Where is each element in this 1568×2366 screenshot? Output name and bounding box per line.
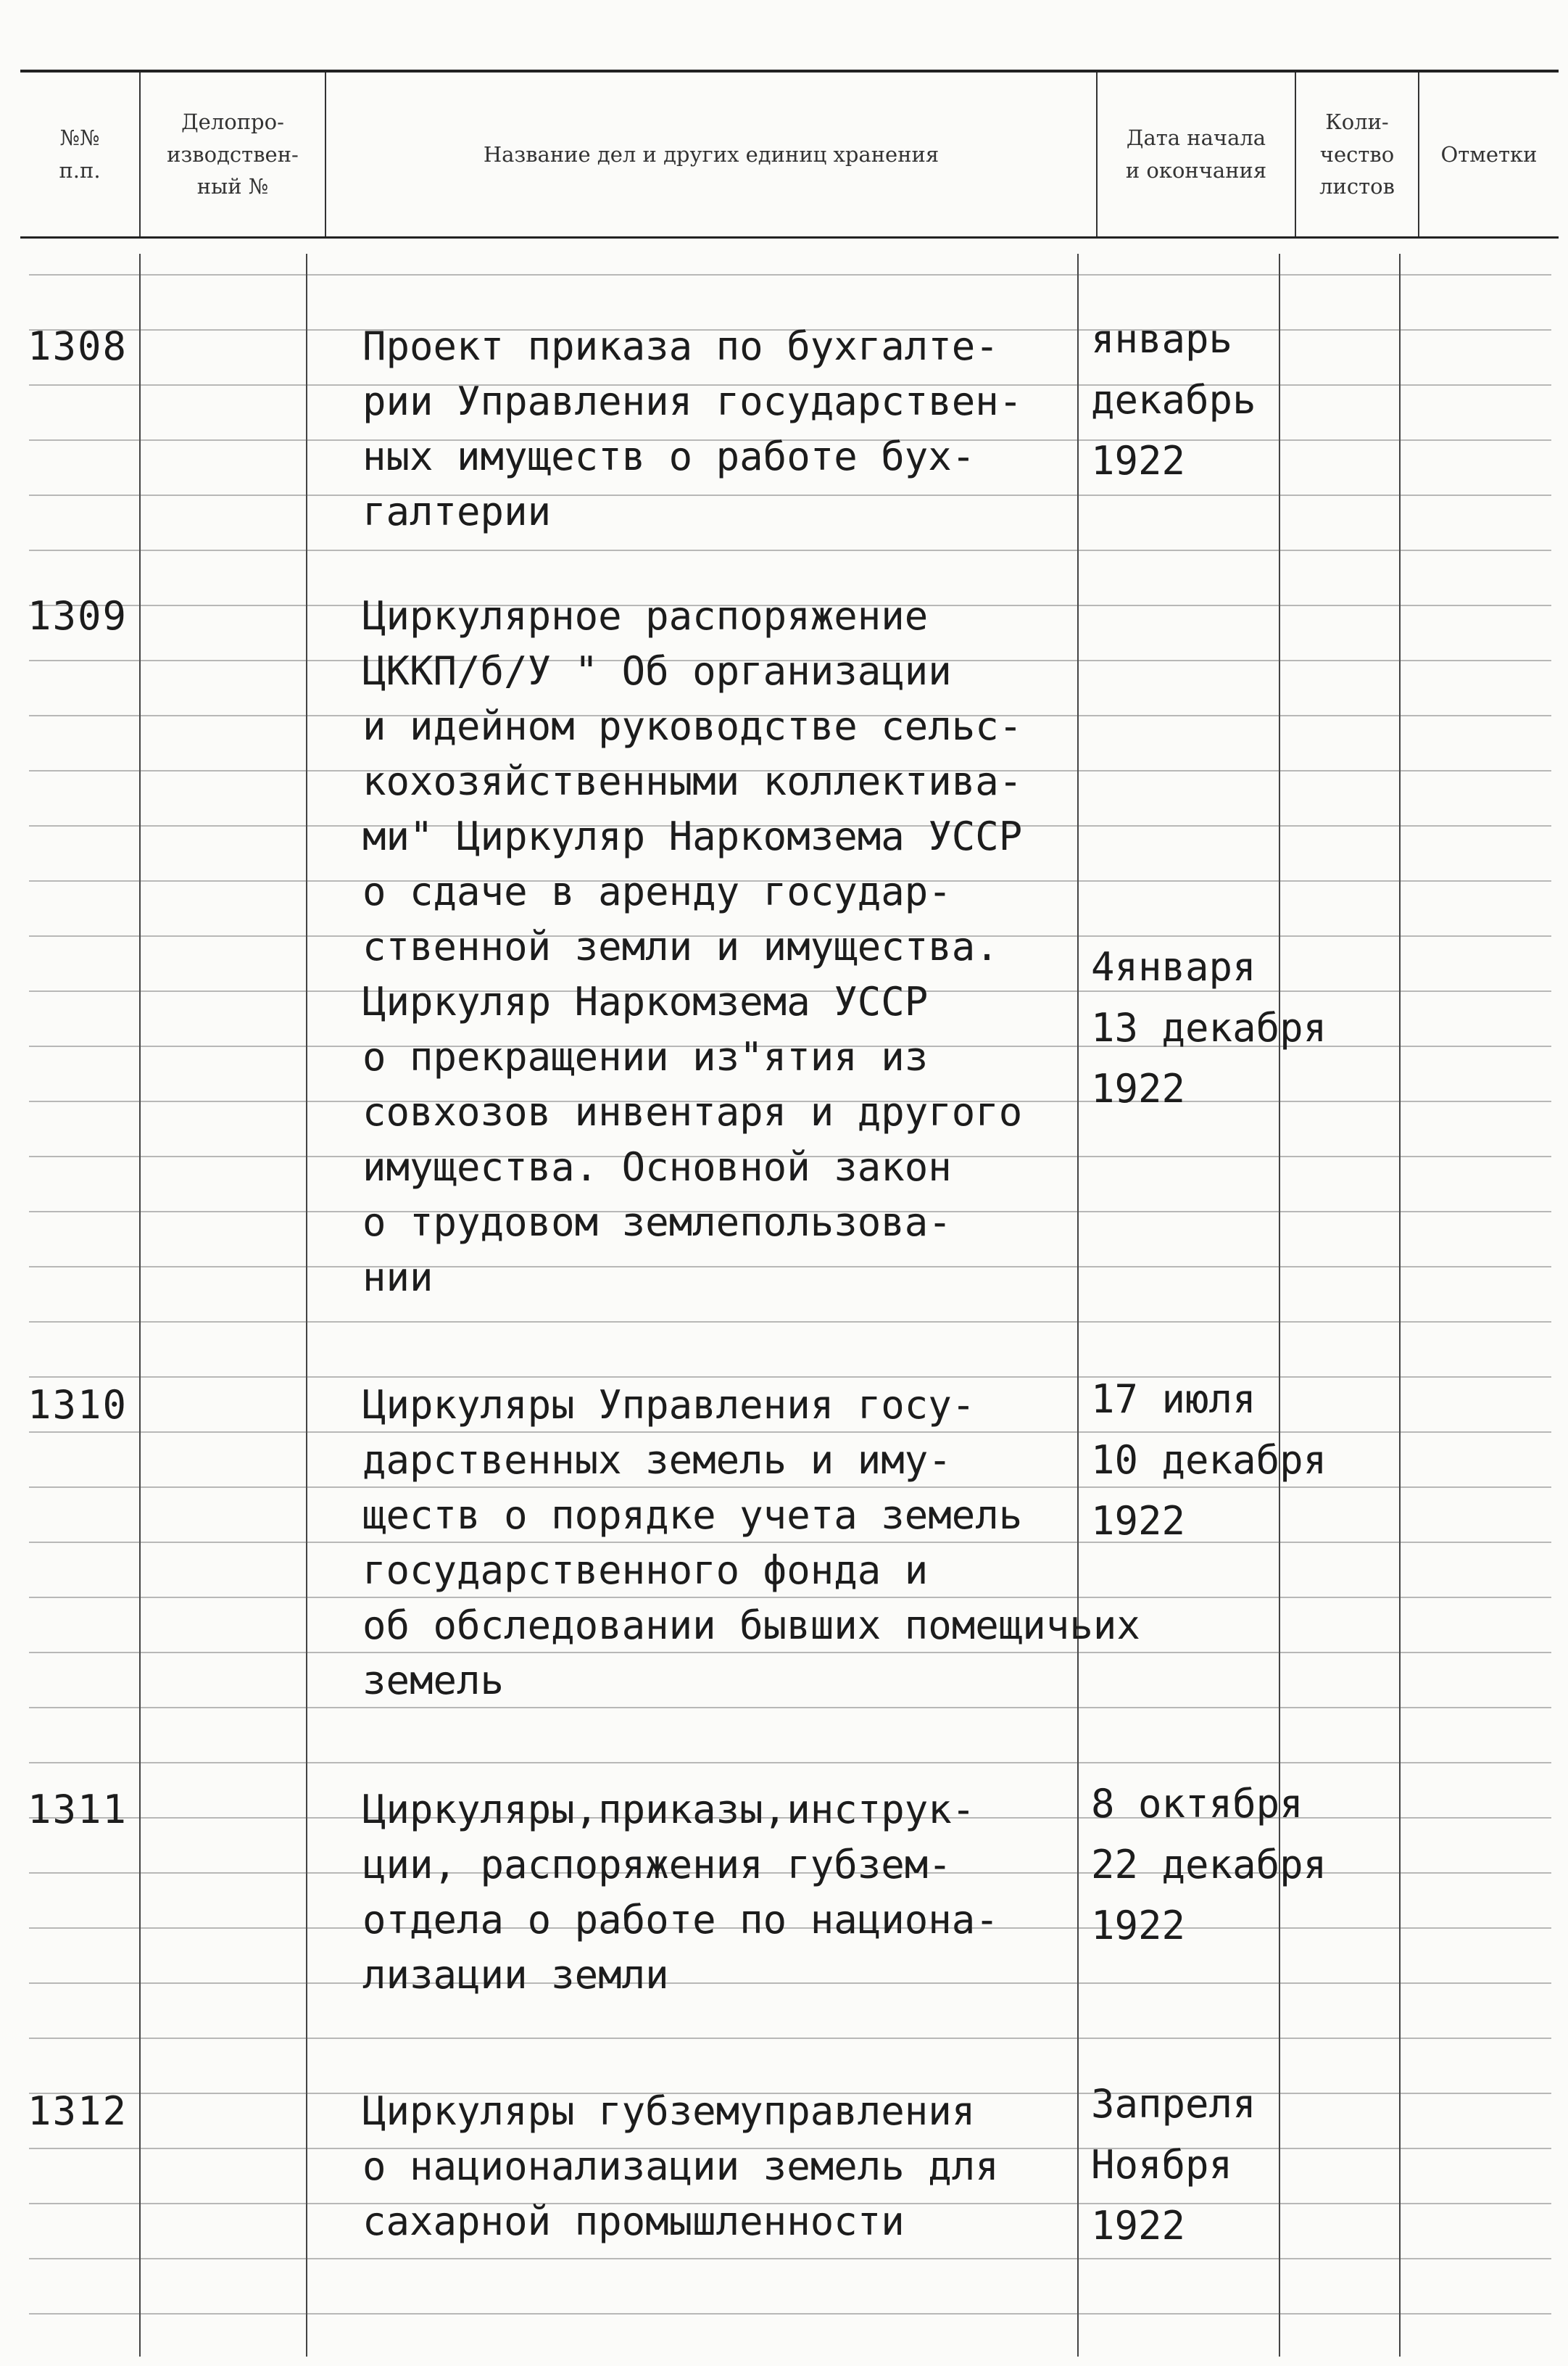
date-year: 1922 — [1091, 1903, 1186, 1948]
title-line: галтерии — [362, 489, 552, 534]
table-header — [20, 70, 1559, 239]
title-line: Циркуляр Наркомзема УССР — [362, 979, 929, 1025]
title-line: ми" Циркуляр Наркомзема УССР — [362, 814, 1023, 859]
header-col-title: Название дел и других единиц хранения — [483, 141, 939, 167]
entry-title — [362, 589, 1080, 1305]
title-line: ственной земли и имущества. — [362, 924, 999, 969]
column-rule — [1077, 254, 1079, 2357]
header-col-number: №№ п.п. — [59, 125, 101, 183]
title-line: о национализации земель для — [362, 2143, 999, 2189]
column-rule — [1279, 254, 1280, 2357]
column-rule — [139, 254, 141, 2357]
title-line: и идейном руководстве сельс- — [362, 703, 1023, 749]
date-start: 4января — [1091, 944, 1256, 990]
title-line: Циркуляры губземуправления — [362, 2088, 976, 2134]
entry-number: 1309 — [28, 593, 128, 639]
title-line: ЦККП/б/У " Об организации — [362, 648, 952, 694]
ruled-line — [29, 2313, 1551, 2315]
date-year: 1922 — [1091, 1066, 1186, 1112]
title-line: лизации земли — [362, 1952, 669, 1998]
date-start: 8 октября — [1091, 1781, 1303, 1827]
title-line: о прекращении из"ятия из — [362, 1034, 929, 1080]
title-line: отдела о работе по национа- — [362, 1897, 999, 1943]
title-line: государственного фонда и — [362, 1547, 929, 1593]
title-line: рии Управления государствен- — [362, 379, 1023, 424]
date-end: 10 декабря — [1091, 1437, 1327, 1483]
date-end: 22 декабря — [1091, 1842, 1327, 1887]
title-line: Проект приказа по бухгалте- — [362, 323, 999, 369]
entry-title — [362, 1782, 1080, 2003]
title-line: дарственных земель и иму- — [362, 1437, 952, 1483]
header-col-dates: Дата начала и окончания — [1125, 125, 1267, 183]
date-year: 1922 — [1091, 2203, 1186, 2249]
header-col-sheets: Коли- чество листов — [1319, 109, 1395, 199]
title-line: Циркуляры Управления госу- — [362, 1382, 976, 1428]
date-start: январь — [1091, 316, 1233, 362]
ruled-line — [29, 550, 1551, 551]
column-rule — [1399, 254, 1401, 2357]
entry-number: 1308 — [28, 323, 128, 369]
date-end: декабрь — [1091, 377, 1256, 423]
ruled-line — [29, 2038, 1551, 2039]
date-start: 17 июля — [1091, 1376, 1256, 1422]
title-line: о сдаче в аренду государ- — [362, 869, 952, 914]
ruled-line — [29, 2258, 1551, 2259]
title-line: кохозяйственными коллектива- — [362, 758, 1023, 804]
title-line: ществ о порядке учета земель — [362, 1492, 1023, 1538]
title-line: о трудовом землепользова- — [362, 1199, 952, 1245]
entry-dates — [1091, 309, 1256, 492]
entry-title — [362, 2084, 1080, 2249]
column-rule — [306, 254, 307, 2357]
ruled-line — [29, 274, 1551, 276]
title-line: об обследовании бывших помещичьих — [362, 1602, 1140, 1648]
entry-dates — [1091, 1774, 1327, 1956]
title-line: ных имуществ о работе бух- — [362, 434, 976, 479]
entry-dates — [1091, 2074, 1256, 2257]
entry-dates — [1091, 1369, 1327, 1552]
title-line: ции, распоряжения губзем- — [362, 1842, 952, 1887]
header-col-office-number: Делопро- изводствен- ный № — [167, 109, 299, 199]
date-start: 3апреля — [1091, 2081, 1256, 2127]
title-line: имущества. Основной закон — [362, 1144, 952, 1190]
date-year: 1922 — [1091, 438, 1186, 484]
ruled-line — [29, 1321, 1551, 1323]
entry-dates — [1091, 937, 1327, 1120]
title-line: совхозов инвентаря и другого — [362, 1089, 1023, 1135]
title-line: сахарной промышленности — [362, 2199, 905, 2244]
entry-number: 1311 — [28, 1787, 128, 1832]
date-end: 13 декабря — [1091, 1005, 1327, 1051]
title-line: земель — [362, 1658, 505, 1703]
title-line: Циркулярное распоряжение — [362, 593, 929, 639]
title-line: нии — [362, 1254, 434, 1300]
entry-number: 1310 — [28, 1382, 128, 1428]
entry-number: 1312 — [28, 2088, 128, 2134]
date-end: Ноября — [1091, 2142, 1233, 2188]
title-line: Циркуляры,приказы,инструк- — [362, 1787, 976, 1832]
header-col-notes: Отметки — [1440, 141, 1538, 167]
date-year: 1922 — [1091, 1498, 1186, 1544]
ruled-line — [29, 1762, 1551, 1763]
entry-title — [362, 319, 1080, 539]
